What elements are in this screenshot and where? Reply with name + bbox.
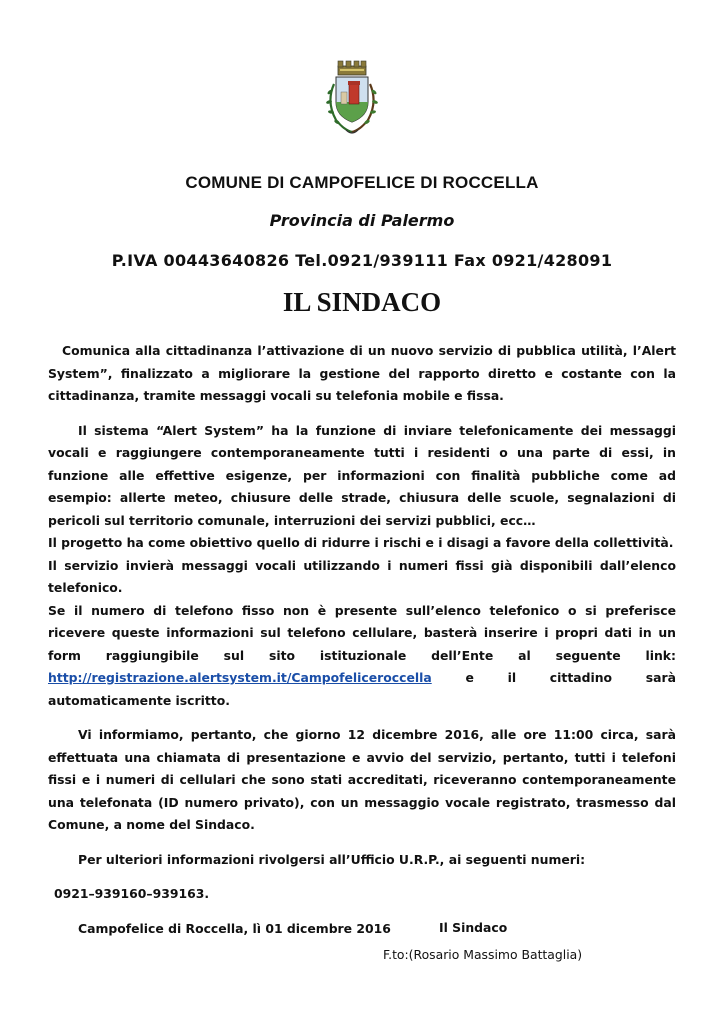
provincia-name: Provincia di Palermo [269,211,455,230]
phone-numbers: 0921–939160–939163. [54,886,210,901]
paragraph-registration [48,600,676,713]
contact-line: P.IVA 00443640826 Tel.0921/939111 Fax 0921/428091 [111,251,613,270]
paragraph-intro: Comunica alla cittadinanza l’attivazione di un nuovo servizio di pubblica utilità, l’Alert System”, finalizzato a migliorare la gestione del rapporto diretto e costante con la cittadinanza, tramite messaggi vocali su telefonia mobile e fissa. [48,343,676,403]
registration-text-end: e il cittadino sarà automaticamente iscritto. [48,670,676,708]
registration-link[interactable]: http://registrazione.alertsystem.it/Campofeliceroccella [48,670,432,685]
paragraph-service: Il servizio invierà messaggi vocali utilizzando i numeri fissi già disponibili dall’elenco telefonico. [48,557,676,595]
page-title: IL SINDACO [282,287,442,317]
paragraph-goal: Il progetto ha come obiettivo quello di ridurre i rischi e i disagi a favore della collettività. [48,535,674,550]
place-date: Campofelice di Roccella, lì 01 dicembre 2016 [78,920,391,936]
announcement-body [48,340,676,940]
signature-title: Il Sindaco [439,920,508,935]
paragraph-schedule: Vi informiamo, pertanto, che giorno 12 dicembre 2016, alle ore 11:00 circa, sarà effettuata una chiamata di presentazione e avvio del servizio, pertanto, tutti i telefoni fissi e i numeri di cellulari che sono stati accreditati, riceveranno contemporaneamente una telefonata (ID numero privato), con un messaggio vocale registrato, trasmesso dal Comune, a nome del Sindaco. [48,727,676,832]
paragraph-contacts: Per ulteriori informazioni rivolgersi all’Ufficio U.R.P., ai seguenti numeri: [78,851,586,867]
paragraph-system: Il sistema “Alert System” ha la funzione di inviare telefonicamente dei messaggi vocali e raggiungere contemporaneamente tutti i residenti o una parte di essi, in funzione alle effettive esigenze, per informazioni con finalità pubbliche come ad esempio: allerte meteo, chiusure delle strade, chiusura delle scuole, segnalazioni di pericoli sul territorio comunale, interruzioni dei servizi pubblici, ecc… [48,422,676,528]
coat-of-arms-icon [322,58,382,140]
comune-name: COMUNE DI CAMPOFELICE DI ROCCELLA [185,173,539,192]
signature-name: F.to:(Rosario Massimo Battaglia) [383,947,583,962]
registration-text: Se il numero di telefono fisso non è presente sull’elenco telefonico o si preferisce ricevere queste informazioni sul telefono cellulare, basterà inserire i propri dati in un form raggiungibile sul sito istituzionale dell’Ente al seguente link: [48,602,676,663]
